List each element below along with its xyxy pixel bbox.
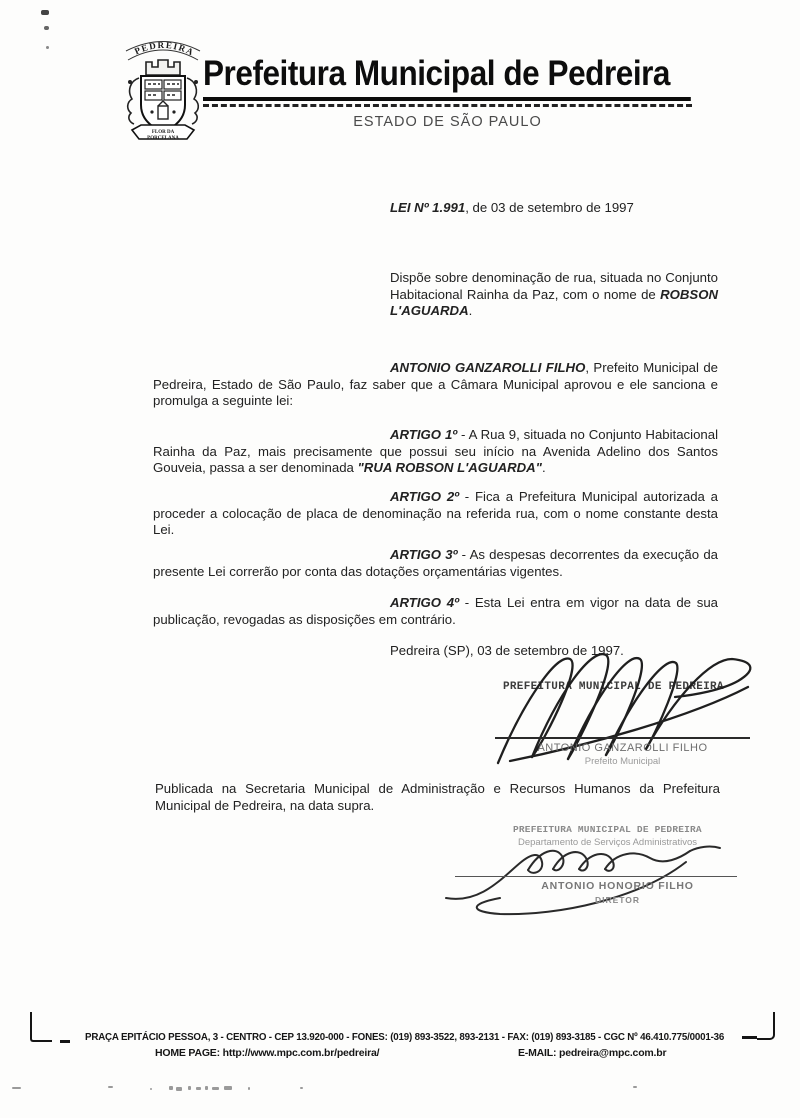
law-summary	[390, 270, 718, 320]
preamble-paragraph	[153, 360, 718, 410]
footer-corner-mark-left	[30, 1012, 52, 1042]
scan-speck	[41, 10, 49, 15]
crest-bottom-ribbon-line2: PORCELANA	[147, 136, 179, 141]
article-4	[153, 595, 718, 628]
signature-line	[455, 876, 737, 877]
mayor-typed-role: Prefeito Municipal	[584, 756, 661, 767]
mayor-name-lead: ANTONIO GANZAROLLI FILHO	[390, 360, 586, 375]
letterhead	[203, 54, 695, 130]
article-2	[153, 489, 718, 539]
law-date: , de 03 de setembro de 1997	[465, 200, 634, 215]
article-4-text: - Esta Lei entra em vigor na data de sua publicação, revogadas as disposições em contrário.	[153, 595, 719, 627]
signature-line	[495, 737, 750, 739]
article-3-text: - As despesas decorrentes da execução da presente Lei correrão por conta das dotações orçamentárias vigentes.	[153, 547, 718, 579]
article-4-label: ARTIGO 4º	[390, 595, 459, 610]
article-3-label: ARTIGO 3º	[390, 547, 458, 562]
dateline: Pedreira (SP), 03 de setembro de 1997.	[390, 643, 624, 658]
mayor-signature-block	[470, 645, 760, 775]
article-2-text: - Fica a Prefeitura Municipal autorizada a proceder a colocação de placa de denominação na referida rua, com o nome constante desta Lei.	[153, 489, 719, 537]
mayor-stamp-text: PREFEITURA MUNICIPAL DE PEDREIRA	[503, 681, 724, 693]
director-stamp-line1: PREFEITURA MUNICIPAL DE PEDREIRA	[513, 824, 702, 835]
article-2-label: ARTIGO 2º	[390, 489, 459, 504]
director-signature-block	[440, 818, 745, 923]
preamble-text: , Prefeito Municipal de Pedreira, Estado de São Paulo, faz saber que a Câmara Municipal aprovou e ele sanciona e promulga a seguinte lei:	[153, 360, 718, 408]
law-heading	[390, 200, 720, 217]
article-1	[153, 427, 718, 477]
footer-homepage: HOME PAGE: http://www.mpc.com.br/pedreira/	[155, 1047, 380, 1059]
crest-top-ribbon-text: PEDREIRA	[132, 39, 197, 58]
article-1-label: ARTIGO 1º	[390, 427, 458, 442]
summary-period: .	[468, 303, 473, 318]
summary-text: Dispõe sobre denominação de rua, situada no Conjunto Habitacional Rainha da Paz, com o nome de	[390, 270, 718, 302]
footer-dash-left	[60, 1040, 70, 1043]
header-dashed-divider	[203, 104, 692, 107]
article-1-text: - A Rua 9, situada no Conjunto Habitacional Rainha da Paz, mais precisamente que possui seu início na Avenida Adelino dos Santos Gouveia, passa a ser denominada	[153, 427, 718, 475]
director-typed-name: ANTONIO HONORIO FILHO	[541, 880, 694, 892]
director-stamp-line2: Departamento de Serviços Administrativos	[518, 837, 697, 848]
footer-corner-mark-right	[757, 1012, 775, 1040]
org-subtitle: ESTADO DE SÃO PAULO	[353, 114, 542, 130]
director-typed-role: DIRETOR	[594, 895, 641, 905]
org-title: Prefeitura Municipal de Pedreira	[203, 54, 691, 101]
footer-email: E-MAIL: pedreira@mpc.com.br	[518, 1047, 667, 1059]
law-number: LEI Nº 1.991	[390, 200, 466, 215]
city-crest-logo	[110, 34, 216, 148]
publication-paragraph: Publicada na Secretaria Municipal de Administração e Recursos Humanos da Prefeitura Municipal de Pedreira, na data supra.	[155, 781, 720, 813]
mayor-typed-name: ANTONIO GANZAROLLI FILHO	[537, 742, 708, 754]
article-1-period: .	[541, 460, 546, 475]
crest-icon	[110, 34, 216, 148]
director-signature-icon	[440, 818, 745, 923]
article-1-street-name: "RUA ROBSON L'AGUARDA"	[357, 460, 542, 475]
scan-speck	[44, 26, 49, 30]
summary-street-name: ROBSON L'AGUARDA	[390, 286, 718, 318]
crest-bottom-ribbon-line1: FLOR DA	[151, 130, 175, 135]
footer-address-line: PRAÇA EPITÁCIO PESSOA, 3 - CENTRO - CEP 13.920-000 - FONES: (019) 893-3522, 893-2131 - FAX: (019) 893-3185 - CGC Nº 46.410.775/0001-36	[85, 1031, 725, 1043]
scan-speck	[46, 46, 49, 49]
footer-dash-right	[742, 1036, 757, 1039]
svg-text:PEDREIRA	[133, 40, 196, 58]
article-3	[153, 547, 718, 580]
